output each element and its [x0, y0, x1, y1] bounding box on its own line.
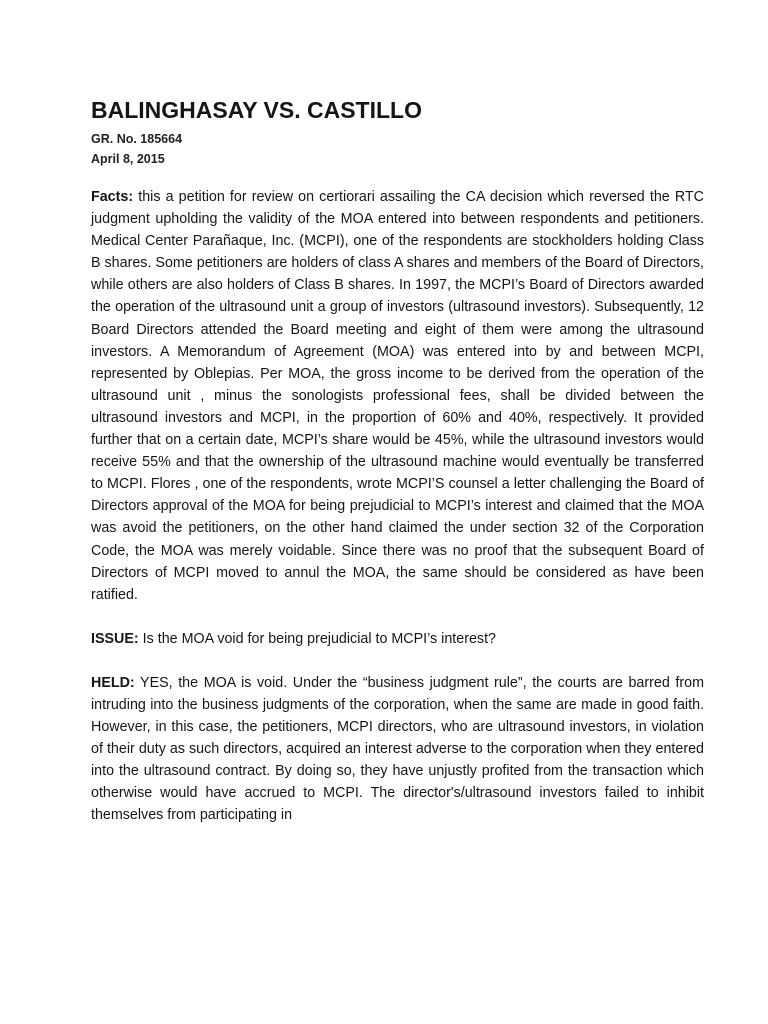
- facts-label: Facts:: [91, 189, 134, 205]
- held-paragraph: [91, 672, 704, 827]
- facts-paragraph: [91, 186, 704, 606]
- case-number: GR. No. 185664: [91, 132, 183, 146]
- facts-text: this a petition for review on certiorari assailing the CA decision which reversed the RTC judgment upholding the validity of the MOA entered into between respondents and petitioners. Medical Center Parañaque, Inc. (MCPI), one of the respondents are stockholders holding Class B shares. Some petitioners are holders of class A shares and members of the Board of Directors, while others are also holders of Class B shares. In 1997, the MCPI’s Board of Directors awarded the operation of the ultrasound unit a group of investors (ultrasound investors). Subsequently, 12 Board Directors attended the Board meeting and eight of them were among the ultrasound investors. A Memorandum of Agreement (MOA) was entered into by and between MCPI, represented by Oblepias. Per MOA, the gross income to be derived from the operation of the ultrasound unit , minus the sonologists professional fees, shall be divided between the ultrasound investors and MCPI, in the proportion of 60% and 40%, respectively. It provided further that on a certain date, MCPI’s share would be 45%, while the ultrasound investors would receive 55% and that the ownership of the ultrasound machine would eventually be transferred to MCPI. Flores , one of the respondents, wrote MCPI’S counsel a letter challenging the Board of Directors approval of the MOA for being prejudicial to MCPI’s interest and claimed that the MOA was avoid the petitioners, on the other hand claimed the under section 32 of the Corporation Code, the MOA was merely voidable. Since there was no proof that the subsequent Board of Directors of MCPI moved to annul the MOA, the same should be considered as have been ratified.: [91, 189, 704, 603]
- case-title: BALINGHASAY VS. CASTILLO: [91, 97, 422, 123]
- issue-text: Is the MOA void for being prejudicial to MCPI’s interest?: [138, 630, 496, 647]
- case-date: April 8, 2015: [91, 152, 165, 166]
- issue-paragraph: [91, 628, 704, 650]
- issue-label: ISSUE:: [91, 630, 139, 647]
- held-text: YES, the MOA is void. Under the “business judgment rule”, the courts are barred from intruding into the business judgments of the corporation, when the same are made in good faith. However, in this case, the petitioners, MCPI directors, who are ultrasound investors, in violation of their duty as such directors, acquired an interest adverse to the corporation when they entered into the ultrasound contract. By doing so, they have unjustly profited from the transaction which otherwise would have accrued to MCPI. The director's/ultrasound investors failed to inhibit themselves from participating in: [91, 674, 704, 824]
- held-label: HELD:: [91, 674, 135, 691]
- case-meta: [91, 129, 704, 169]
- document-page: [91, 96, 704, 827]
